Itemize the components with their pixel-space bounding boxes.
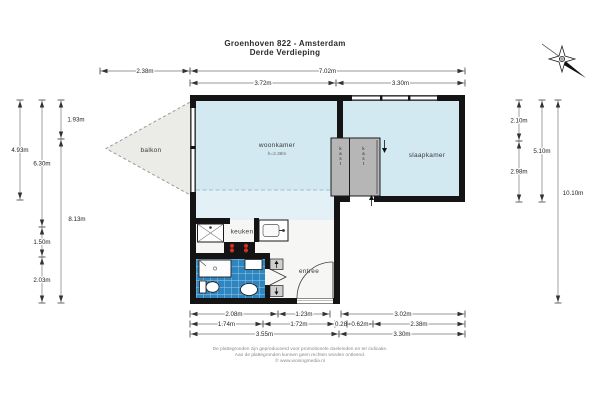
kitchen-sink-unit bbox=[198, 224, 224, 242]
svg-text:5.10m: 5.10m bbox=[533, 148, 551, 156]
washbasin bbox=[241, 284, 258, 296]
svg-text:10.10m: 10.10m bbox=[562, 190, 584, 198]
svg-text:2.98m: 2.98m bbox=[510, 168, 528, 176]
keuken-label: keuken bbox=[230, 228, 254, 236]
wall-keuken bbox=[196, 218, 230, 224]
svg-text:2.38m: 2.38m bbox=[136, 68, 154, 76]
svg-text:2.38m: 2.38m bbox=[410, 321, 428, 329]
svg-text:2.10m: 2.10m bbox=[510, 117, 528, 125]
svg-text:3.30m: 3.30m bbox=[393, 331, 411, 339]
slaapkamer-label: slaapkamer bbox=[408, 152, 446, 159]
entree-label: entree bbox=[298, 268, 320, 275]
woonkamer-height-note: h=2.38m bbox=[267, 152, 287, 157]
svg-text:0.28: 0.28 bbox=[334, 321, 348, 329]
svg-text:1.23m: 1.23m bbox=[295, 311, 313, 319]
svg-text:1.74m: 1.74m bbox=[217, 321, 236, 329]
svg-text:6.30m: 6.30m bbox=[33, 160, 51, 168]
svg-text:3.02m: 3.02m bbox=[394, 311, 412, 319]
svg-text:3.30m: 3.30m bbox=[391, 80, 410, 88]
footer-copyright: © www.woningmedia.nl bbox=[275, 359, 325, 364]
svg-text:2.08m: 2.08m bbox=[225, 311, 243, 319]
balkon-label: balkon bbox=[140, 147, 162, 154]
shaft-lower bbox=[270, 286, 283, 297]
svg-text:2.03m: 2.03m bbox=[33, 277, 51, 285]
wall-slaapkamer-right bbox=[459, 95, 465, 202]
wall-bathroom-right-lower bbox=[265, 285, 270, 298]
dimension-0.28 bbox=[335, 321, 348, 329]
svg-text:1.72m: 1.72m bbox=[290, 321, 308, 329]
plan-title: Groenhoven 822 - Amsterdam bbox=[224, 39, 346, 48]
toilet bbox=[200, 281, 220, 293]
window-left-facade bbox=[191, 108, 195, 192]
kast-block bbox=[331, 138, 387, 206]
room-woonkamer-floor-lower bbox=[196, 190, 334, 220]
wall-bathroom-right-upper bbox=[265, 253, 270, 269]
shaft-upper bbox=[270, 259, 283, 270]
svg-text:8.13m: 8.13m bbox=[68, 216, 86, 224]
stove bbox=[224, 242, 255, 254]
wall-right-left-section bbox=[334, 196, 340, 304]
footer-disclaimer-2: Aan de plattegronden kunnen geen rechten worden ontleend. bbox=[234, 353, 366, 358]
wall-room-divider bbox=[337, 95, 343, 140]
svg-text:1.50m: 1.50m bbox=[33, 239, 51, 247]
svg-text:7.02m: 7.02m bbox=[318, 68, 337, 76]
wall-keuken-stub bbox=[254, 218, 259, 242]
svg-text:3.55m: 3.55m bbox=[255, 331, 274, 339]
svg-text:3.72m: 3.72m bbox=[254, 80, 272, 88]
washer-cabinet bbox=[245, 260, 262, 270]
footer-disclaimer-1: De plattegronden zijn geproduceerd voor promotionele doeleinden en ter indicatie. bbox=[212, 347, 388, 352]
counter-with-sink bbox=[259, 220, 288, 241]
svg-text:0.62m: 0.62m bbox=[351, 321, 369, 329]
svg-text:4.93m: 4.93m bbox=[11, 147, 29, 155]
kast2-label: k a s t bbox=[362, 146, 365, 166]
svg-text:1.93m: 1.93m bbox=[67, 116, 85, 124]
plan-subtitle: Derde Verdieping bbox=[249, 48, 321, 57]
kast1-label: k a s t bbox=[339, 146, 342, 166]
window-top-slaapkamer bbox=[352, 96, 437, 100]
woonkamer-label: woonkamer bbox=[258, 142, 296, 149]
shower-tray bbox=[199, 260, 231, 277]
